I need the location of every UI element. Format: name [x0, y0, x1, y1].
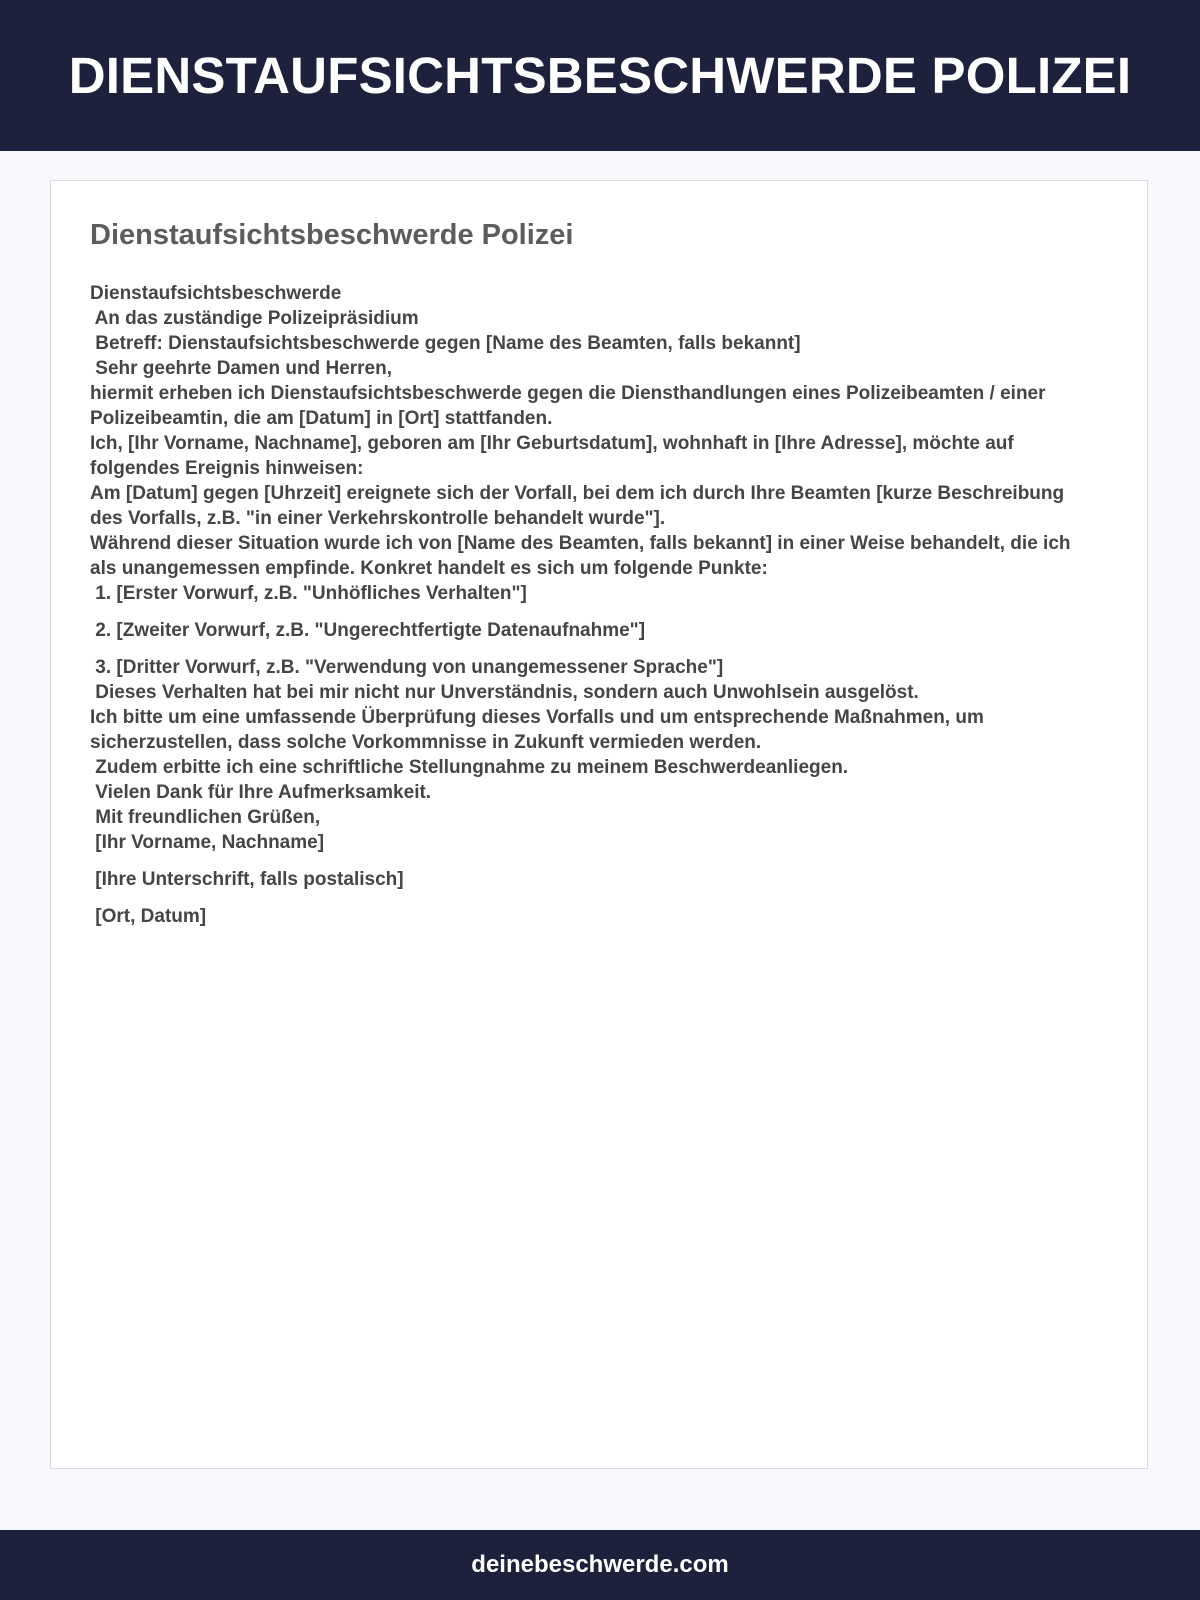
page-header [0, 0, 1200, 151]
incident-paragraph: Am [Datum] gegen [Uhrzeit] ereignete sich der Vorfall, bei dem ich durch Ihre Beamten [kurze Beschreibung des Vorfalls, z.B. "in einer Verkehrskontrolle behandelt wurde"]. [90, 483, 1065, 529]
treatment-paragraph: Während dieser Situation wurde ich von [Name des Beamten, falls bekannt] in einer Weise behandelt, die ich als unangemessen empfinde. Konkret handelt es sich um folgende Punkte: [90, 533, 1071, 579]
signature-spacer [90, 855, 1100, 867]
identity-paragraph: Ich, [Ihr Vorname, Nachname], geboren am [Ihr Geburtsdatum], wohnhaft in [Ihre Adresse], möchte auf folgendes Ereignis hinweisen: [90, 433, 1014, 479]
signature-line: [Ihre Unterschrift, falls postalisch] [90, 869, 404, 890]
list-item: 1. [Erster Vorwurf, z.B. "Unhöfliches Verhalten"] [90, 583, 527, 604]
closing-line: Mit freundlichen Grüßen, [90, 807, 321, 828]
page-footer [0, 1530, 1200, 1600]
recipient-line: An das zuständige Polizeipräsidium [90, 308, 419, 329]
document-body [90, 281, 1100, 929]
list-item: 3. [Dritter Vorwurf, z.B. "Verwendung von unangemessener Sprache"] [90, 657, 724, 678]
place-date-line: [Ort, Datum] [90, 906, 207, 927]
salutation-line: Sehr geehrte Damen und Herren, [90, 358, 392, 379]
footer-site-link[interactable]: deinebeschwerde.com [471, 1551, 729, 1578]
thanks-line: Vielen Dank für Ihre Aufmerksamkeit. [90, 782, 432, 803]
statement-request-line: Zudem erbitte ich eine schriftliche Stellungnahme zu meinem Beschwerdeanliegen. [90, 757, 849, 778]
list-item: 2. [Zweiter Vorwurf, z.B. "Ungerechtfertigte Datenaufnahme"] [90, 620, 646, 641]
page-title: DIENSTAUFSICHTSBESCHWERDE POLIZEI [68, 47, 1132, 104]
effect-line: Dieses Verhalten hat bei mir nicht nur Unverständnis, sondern auch Unwohlsein ausgelöst. [90, 682, 919, 703]
list-spacer [90, 606, 1100, 618]
subject-line: Betreff: Dienstaufsichtsbeschwerde gegen [Name des Beamten, falls bekannt] [90, 333, 801, 354]
document-card [50, 180, 1148, 1469]
request-paragraph: Ich bitte um eine umfassende Überprüfung dieses Vorfalls und um entsprechende Maßnahmen, um sicherzustellen, dass solche Vorkommnisse in Zukunft vermieden werden. [90, 707, 984, 753]
place-date-spacer [90, 892, 1100, 904]
letter-type-line: Dienstaufsichtsbeschwerde [90, 283, 342, 304]
list-spacer [90, 643, 1100, 655]
sender-name-line: [Ihr Vorname, Nachname] [90, 832, 325, 853]
document-heading: Dienstaufsichtsbeschwerde Polizei [90, 219, 574, 251]
intro-paragraph: hiermit erheben ich Dienstaufsichtsbeschwerde gegen die Diensthandlungen eines Polizeibeamten / einer Polizeibeamtin, die am [Datum] in [Ort] stattfanden. [90, 383, 1046, 429]
